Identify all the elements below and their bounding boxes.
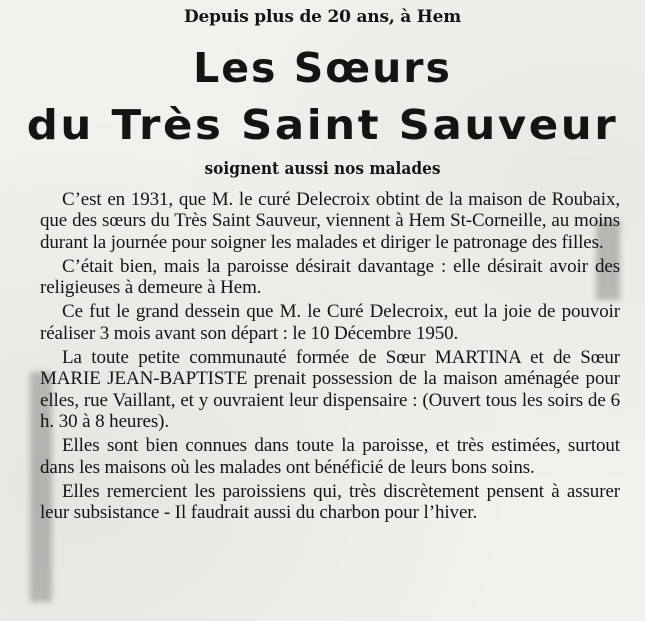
- paragraph: La toute petite communauté formée de Sœur MARTINA et de Sœur MARIE JEAN-BAPTISTE prenait possession de la maison aménagée pour elles, rue Vaillant, et y ouvraient leur dispensaire : (Ouvert tous les soirs de 6 h. 30 à 8 heures).: [40, 347, 620, 432]
- headline-line-1: Les Sœurs: [193, 44, 452, 92]
- paragraph: Elles sont bien connues dans toute la paroisse, et très estimées, surtout dans les maisons où les malades ont bénéficié de leurs bons soins.: [40, 435, 620, 478]
- paragraph: Elles remercient les paroissiens qui, très discrètement pensent à assurer leur subsistance - Il faudrait aussi du charbon pour l’hiver.: [40, 480, 620, 524]
- paragraph: C’était bien, mais la paroisse désirait davantage : elle désirait avoir des religieuses à demeure à Hem.: [40, 255, 620, 299]
- headline-line-2: du Très Saint Sauveur: [26, 101, 619, 149]
- article-body: [40, 189, 620, 526]
- paragraph: C’est en 1931, que M. le curé Delecroix obtint de la maison de Roubaix, que des sœurs du Très Saint Sauveur, viennent à Hem St-Corneille, au moins durant la journée pour soigner les malades et diriger le patronage des filles.: [40, 189, 620, 253]
- article-kicker: Depuis plus de 20 ans, à Hem: [183, 7, 462, 27]
- paragraph: Ce fut le grand dessein que M. le Curé Delecroix, eut la joie de pouvoir réaliser 3 mois avant son départ : le 10 Décembre 1950.: [40, 301, 620, 344]
- article-subtitle: soignent aussi nos malades: [204, 159, 441, 178]
